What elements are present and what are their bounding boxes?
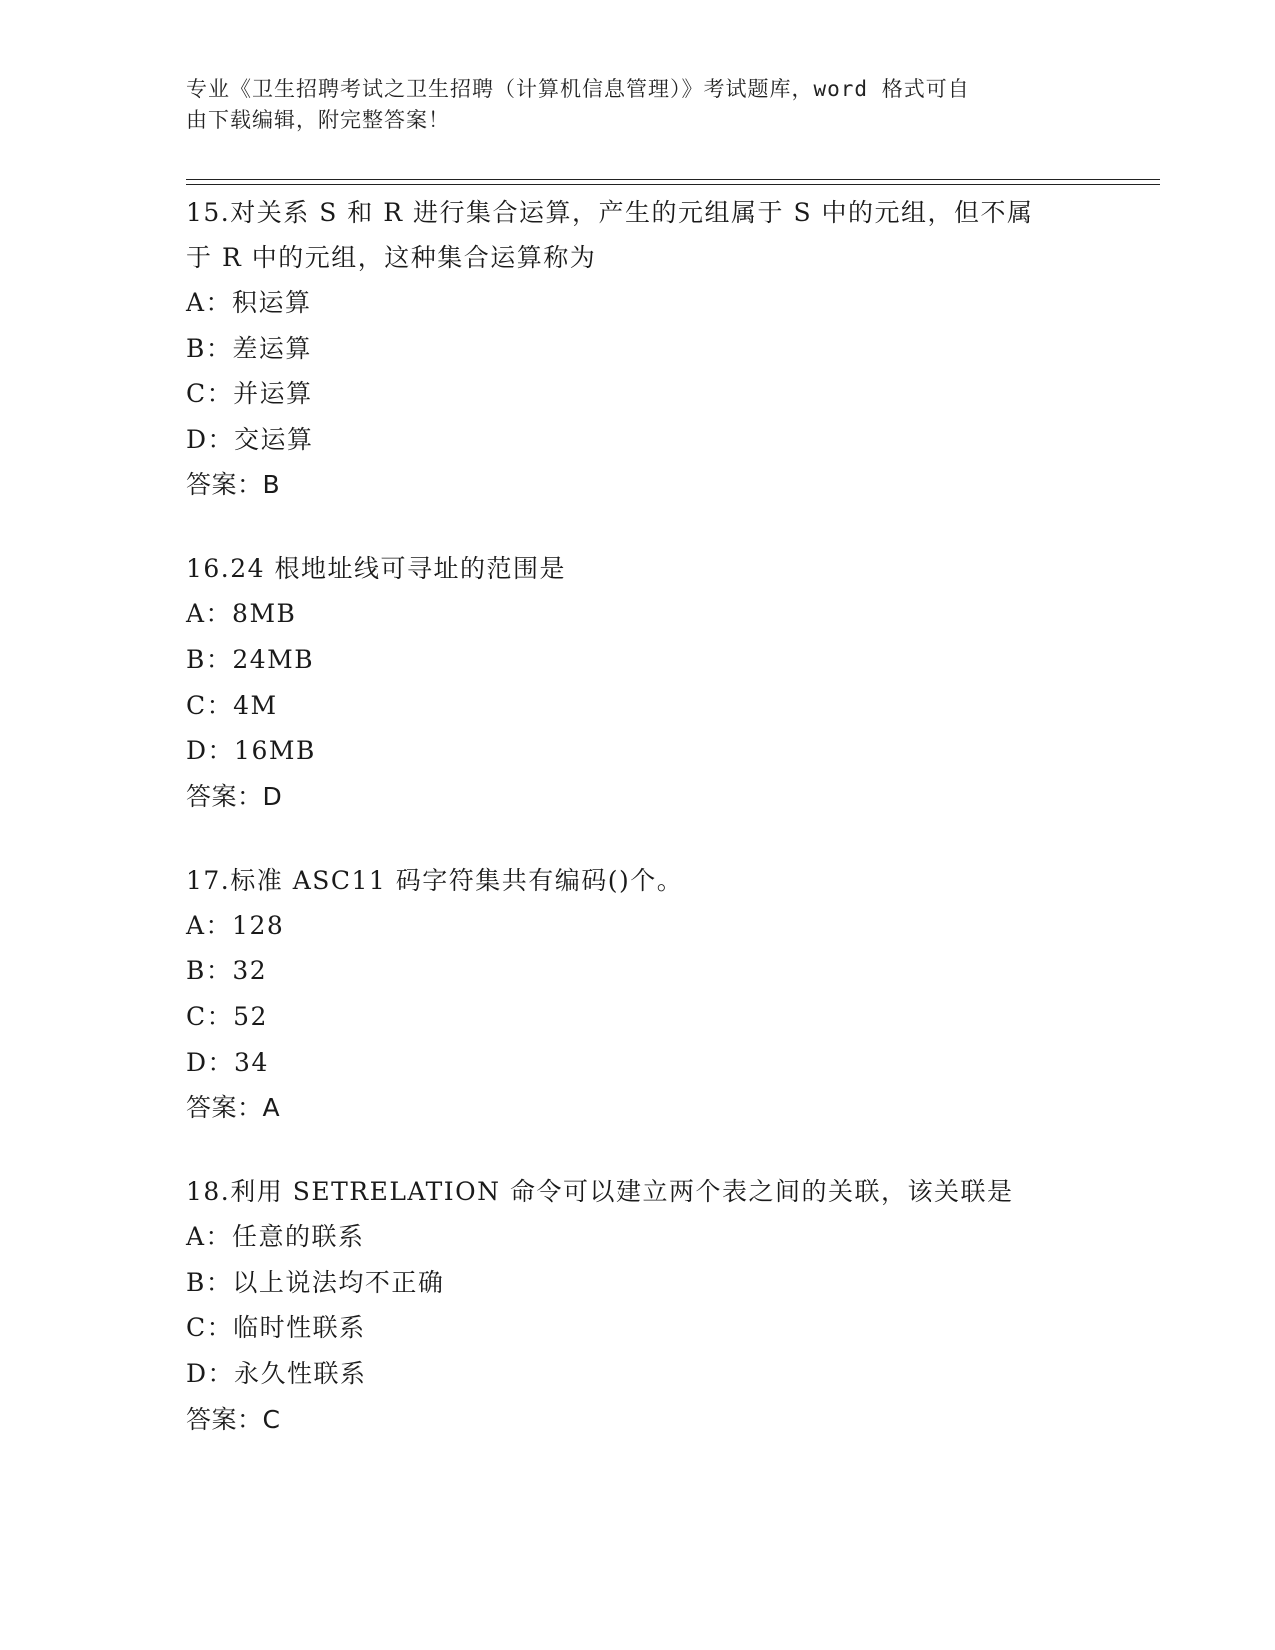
option-d: D：交运算: [186, 424, 314, 454]
header-divider-bottom: [186, 184, 1160, 185]
question-text: 17.标准 ASC11 码字符集共有编码()个。: [186, 865, 684, 895]
document-header: [186, 74, 1086, 136]
header-line-2: 由下载编辑，附完整答案！: [186, 108, 450, 132]
option-c: C：并运算: [186, 379, 313, 409]
option-d: D：永久性联系: [186, 1358, 367, 1388]
question-text: 16.24 根地址线可寻址的范围是: [186, 554, 567, 584]
question-16: [186, 546, 1086, 818]
answer: 答案：D: [186, 781, 283, 811]
answer: 答案：B: [186, 470, 281, 500]
option-b: B：以上说法均不正确: [186, 1267, 445, 1297]
option-a: A：8MB: [186, 599, 297, 629]
option-c: C：临时性联系: [186, 1313, 366, 1343]
header-line-1: 专业《卫生招聘考试之卫生招聘（计算机信息管理）》考试题库，word 格式可自: [186, 77, 970, 101]
header-divider-top: [186, 179, 1160, 180]
answer: 答案：A: [186, 1093, 281, 1123]
option-a: A：128: [186, 910, 285, 940]
option-d: D：34: [186, 1047, 269, 1077]
question-text: 15.对关系 S 和 R 进行集合运算，产生的元组属于 S 中的元组，但不属: [186, 198, 1034, 227]
question-text: 18.利用 SETRELATION 命令可以建立两个表之间的关联，该关联是: [186, 1177, 1014, 1207]
answer: 答案：C: [186, 1404, 281, 1434]
option-a: A：任意的联系: [186, 1222, 365, 1252]
option-c: C：52: [186, 1001, 268, 1031]
option-b: B：32: [186, 956, 268, 986]
option-d: D：16MB: [186, 736, 316, 766]
question-18: [186, 1169, 1086, 1441]
option-a: A：积运算: [186, 288, 312, 317]
question-text-continued: 于 R 中的元组，这种集合运算称为: [186, 243, 597, 272]
question-17: [186, 858, 1086, 1130]
question-15: [186, 190, 1086, 507]
option-b: B：24MB: [186, 644, 315, 674]
option-b: B：差运算: [186, 333, 312, 363]
question-list: [186, 190, 1086, 1481]
option-c: C：4M: [186, 690, 278, 720]
